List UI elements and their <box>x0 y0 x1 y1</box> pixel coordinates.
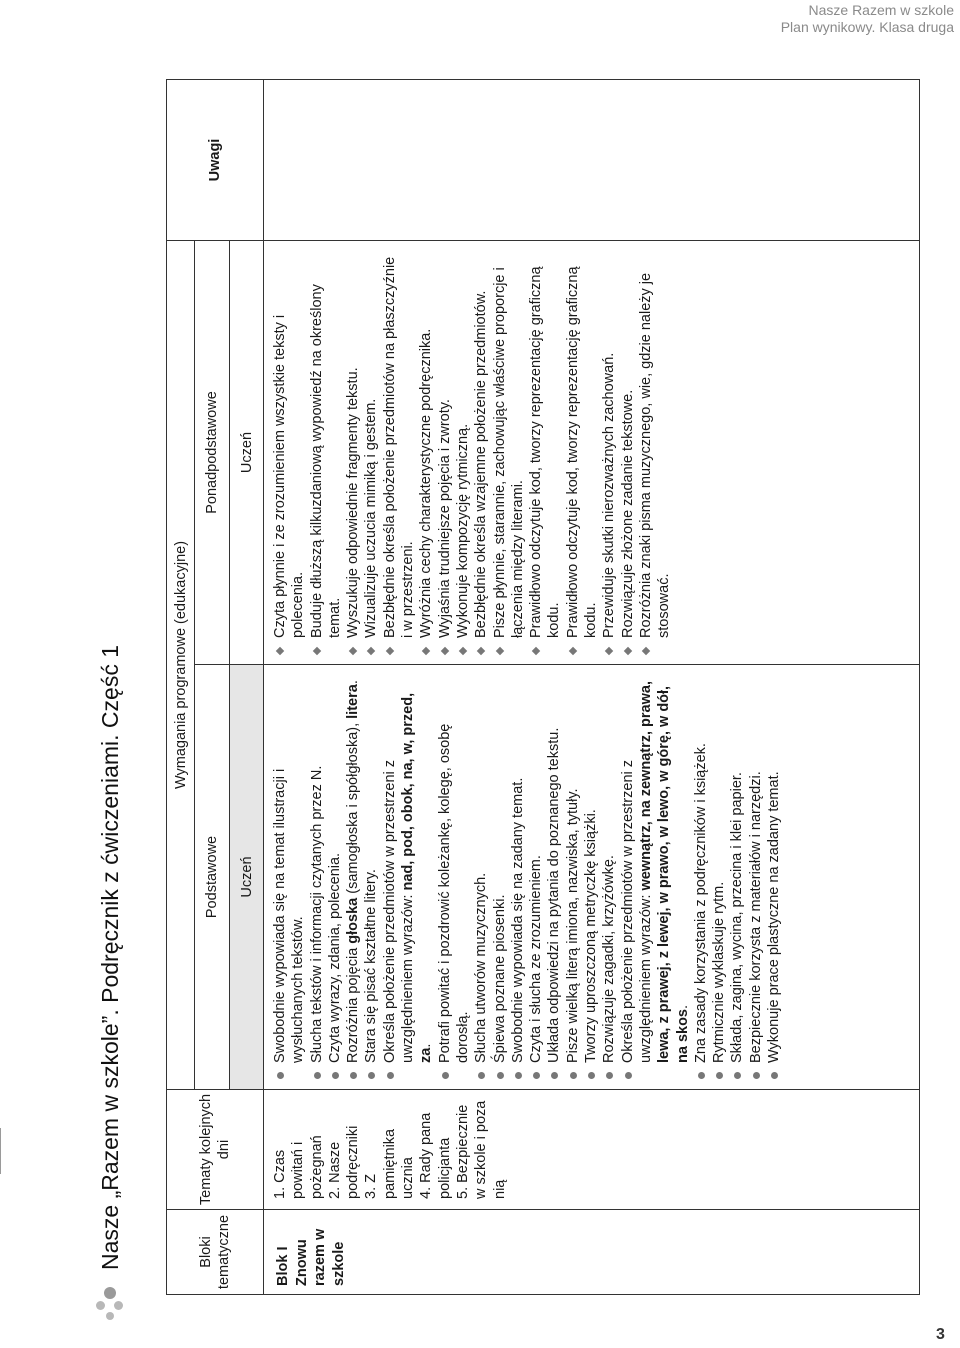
col-ponadpodstawowe: Ponadpodstawowe <box>195 241 230 665</box>
requirement-item <box>747 675 765 1079</box>
diamond-bullet-icon <box>569 647 577 655</box>
item-text: Czyta płynnie i ze zrozumieniem wszystkie teksty i polecenia. <box>272 314 307 638</box>
requirement-item <box>271 251 308 654</box>
diamond-bullet-icon <box>386 647 394 655</box>
col-tematy: Tematy kolejnych dni <box>167 1090 264 1210</box>
requirement-item <box>619 675 692 1079</box>
ponadpodstawowe-list <box>271 251 674 654</box>
bold-term: nad, pod, obok, na, w, przed, za <box>400 692 435 1063</box>
bullet-icon <box>497 1072 504 1079</box>
bold-term: wewnątrz, na zewnątrz, prawa, lewa, z prawej, z lewej, w prawo, w lewo, w górę, w dół, na skos <box>637 681 691 1063</box>
item-text: Układa odpowiedzi na pytania do poznanego tekstu. <box>546 727 563 1063</box>
plan-table <box>166 79 920 1295</box>
temat-item: 1. Czas powitań i pożegnań <box>272 1135 325 1199</box>
bullet-icon <box>625 1072 632 1079</box>
diamond-bullet-icon <box>349 647 357 655</box>
bullet-icon <box>387 1072 394 1079</box>
col-podstawowe: Podstawowe <box>195 665 230 1090</box>
margin-line <box>0 1128 1 1174</box>
item-text: Czyta i słucha ze zrozumieniem. <box>528 855 545 1063</box>
requirement-item <box>765 675 783 1079</box>
diamond-bullet-icon <box>276 647 284 655</box>
item-text: Wizualizuje uczucia mimiką i gestem. <box>363 398 380 638</box>
rotated-page <box>80 80 920 1320</box>
item-text: Rozwiązuje zagadki, krzyżówkę. <box>601 855 618 1063</box>
requirement-item <box>436 675 473 1079</box>
item-text: . <box>418 1043 435 1048</box>
requirement-item <box>545 675 563 1079</box>
bullet-icon <box>753 1072 760 1079</box>
item-text: Stara się pisać kształtne litery. <box>363 869 380 1063</box>
bold-term: litera <box>345 684 362 719</box>
item-text: Rozwiązuje złożone zadanie tekstowe. <box>619 389 636 638</box>
item-text: Potrafi powitać i pozdrowić koleżankę, kolegę, osobę dorosłą. <box>436 723 471 1063</box>
item-text: Pisze płynnie, starannie, zachowując właściwe proporcje i łączenia między literami. <box>491 267 526 638</box>
requirement-item <box>728 675 746 1079</box>
bullet-icon <box>368 1072 375 1079</box>
temat-item: 2. Nasze podręczniki <box>326 1125 362 1199</box>
requirement-item <box>527 675 545 1079</box>
diamond-bullet-icon <box>312 647 320 655</box>
requirement-item <box>344 675 362 1079</box>
requirement-item <box>381 675 436 1079</box>
requirement-item <box>326 675 344 1079</box>
col-uwagi: Uwagi <box>167 80 264 241</box>
podstawowe-list <box>271 675 783 1079</box>
item-text: Buduje dłuższą kilkuzdaniową wypowiedź na określony temat. <box>308 284 343 638</box>
requirement-item <box>600 675 618 1079</box>
bullet-icon <box>588 1072 595 1079</box>
item-text: Prawidłowo odczytuje kod, tworzy reprezentację graficzną kodu. <box>528 266 563 638</box>
diamond-bullet-icon <box>532 647 540 655</box>
podstawowe-cell <box>264 665 920 1090</box>
bullet-icon <box>350 1072 357 1079</box>
item-text: Bezbłędnie określa położenie przedmiotów na płaszczyźnie i w przestrzeni. <box>381 256 417 638</box>
item-text: Rytmicznie wyklaskuje rytm. <box>711 881 728 1063</box>
item-text: Wyszukuje odpowiednie fragmenty tekstu. <box>345 367 362 638</box>
blok-cell: Blok I Znowu razem w szkole <box>264 1210 920 1295</box>
requirement-item <box>472 251 490 654</box>
item-text: Zna zasady korzystania z podręczników i książek. <box>692 743 709 1063</box>
requirement-item <box>564 675 582 1079</box>
uwagi-cell <box>264 80 920 241</box>
diamond-bullet-icon <box>440 647 448 655</box>
item-text: Rozróżnia pojęcia <box>345 943 362 1063</box>
item-text: Przewiduje skutki nierozważnych zachowań. <box>601 352 618 638</box>
tematy-cell <box>264 1090 920 1210</box>
requirement-item <box>454 251 472 654</box>
requirement-item <box>509 675 527 1079</box>
item-text: Wykonuje prace plastyczne na zadany temat. <box>766 771 783 1063</box>
page-number: 3 <box>936 1326 945 1343</box>
requirement-item <box>491 251 528 654</box>
series-name: Nasze Razem w szkole <box>808 2 954 18</box>
item-text: . <box>345 680 362 685</box>
bold-term: głoska <box>345 897 362 944</box>
requirement-item <box>417 251 435 654</box>
diamond-bullet-icon <box>605 647 613 655</box>
diamond-bullet-icon <box>422 647 430 655</box>
bullet-icon <box>734 1072 741 1079</box>
item-text: Pisze wielką literą imiona, nazwiska, tytuły. <box>564 788 581 1063</box>
item-text: Składa, zagina, wycina, przecina i klei papier. <box>729 772 746 1063</box>
bullet-icon <box>698 1072 705 1079</box>
requirement-item <box>600 251 618 654</box>
item-text: Swobodnie wypowiada się na zadany temat. <box>509 777 526 1063</box>
requirement-item <box>619 251 637 654</box>
page-title: Nasze „Razem w szkole”. Podręcznik z ćwiczeniami. Część 1 <box>97 644 123 1270</box>
diamond-bullet-icon <box>477 647 485 655</box>
col-wymagania: Wymagania programowe (edukacyjne) <box>167 241 195 1090</box>
item-text: Rozróżnia znaki pisma muzycznego, wie, gdzie należy je stosować. <box>637 272 673 638</box>
bullet-icon <box>716 1072 723 1079</box>
bullet-icon <box>606 1072 613 1079</box>
requirement-item <box>710 675 728 1079</box>
item-text: (samogłoska i spółgłoska), <box>345 718 362 898</box>
item-text: Bezpiecznie korzysta z materiałów i narzędzi. <box>747 771 764 1063</box>
diamond-bullet-icon <box>642 647 650 655</box>
requirement-item <box>472 675 490 1079</box>
item-text: Śpiewa poznane piosenki. <box>491 894 508 1063</box>
bullet-icon <box>551 1072 558 1079</box>
col-bloki: Bloki tematyczne <box>167 1210 264 1295</box>
item-text: Słucha utworów muzycznych. <box>473 872 490 1063</box>
requirement-item <box>362 675 380 1079</box>
requirement-item <box>271 675 308 1079</box>
bullet-icon <box>771 1072 778 1079</box>
bullet-icon <box>515 1072 522 1079</box>
col-uczen-ponadpodstawowe: Uczeń <box>230 241 264 665</box>
requirement-item <box>637 251 674 654</box>
document-subtitle: Plan wynikowy. Klasa druga <box>780 19 954 35</box>
item-text: Słucha tekstów i informacji czytanych przez N. <box>308 765 325 1063</box>
requirement-item <box>527 251 564 654</box>
bullet-icon <box>570 1072 577 1079</box>
item-text: . <box>674 1004 691 1009</box>
item-text: Wyróżnia cechy charakterystyczne podręcznika. <box>418 328 435 638</box>
requirement-item <box>692 675 710 1079</box>
item-text: Wyjaśnia trudniejsze pojęcia i zwroty. <box>436 399 453 638</box>
running-header <box>781 2 954 36</box>
bullet-icon <box>533 1072 540 1079</box>
bullet-icon <box>332 1072 339 1079</box>
item-text: Określa położenie przedmiotów w przestrzeni z uwzględnieniem wyrazów: <box>381 759 417 1063</box>
diamond-bullet-icon <box>459 647 467 655</box>
temat-item: 3. Z pamiętnika ucznia <box>363 1128 417 1199</box>
bullet-icon <box>478 1072 485 1079</box>
requirement-item <box>582 675 600 1079</box>
col-uczen-podstawowe: Uczeń <box>230 665 264 1090</box>
requirement-item <box>381 251 418 654</box>
item-text: Określa położenie przedmiotów w przestrzeni z uwzględnieniem wyrazów: <box>619 759 654 1063</box>
title-bar <box>80 645 140 1320</box>
item-text: Prawidłowo odczytuje kod, tworzy reprezentację graficzną kodu. <box>564 266 600 638</box>
bullet-icon <box>442 1072 449 1079</box>
diamond-bullet-icon <box>367 647 375 655</box>
item-text: Czyta wyrazy, zdania, polecenia. <box>326 852 343 1063</box>
item-text: Wykonuje kompozycję rytmiczną. <box>454 423 471 638</box>
requirement-item <box>362 251 380 654</box>
requirement-item <box>308 675 326 1079</box>
temat-item: 5. Bezpiecznie w szkole i poza nią <box>454 1100 508 1199</box>
item-text: Swobodnie wypowiada się na temat ilustracji i wysłuchanych tekstów. <box>272 768 307 1063</box>
requirement-item <box>564 251 601 654</box>
dots-icon <box>92 1282 128 1320</box>
requirement-item <box>344 251 362 654</box>
temat-item: 4. Rady pana policjanta <box>418 1112 453 1199</box>
requirement-item <box>491 675 509 1079</box>
item-text: Tworzy uproszczoną metryczkę książki. <box>583 809 600 1063</box>
bullet-icon <box>277 1072 284 1079</box>
ponadpodstawowe-cell <box>264 241 920 665</box>
bullet-icon <box>314 1072 321 1079</box>
diamond-bullet-icon <box>495 647 503 655</box>
requirement-item <box>308 251 345 654</box>
item-text: Bezbłędnie określa wzajemne położenie przedmiotów. <box>473 290 490 638</box>
diamond-bullet-icon <box>623 647 631 655</box>
requirement-item <box>436 251 454 654</box>
